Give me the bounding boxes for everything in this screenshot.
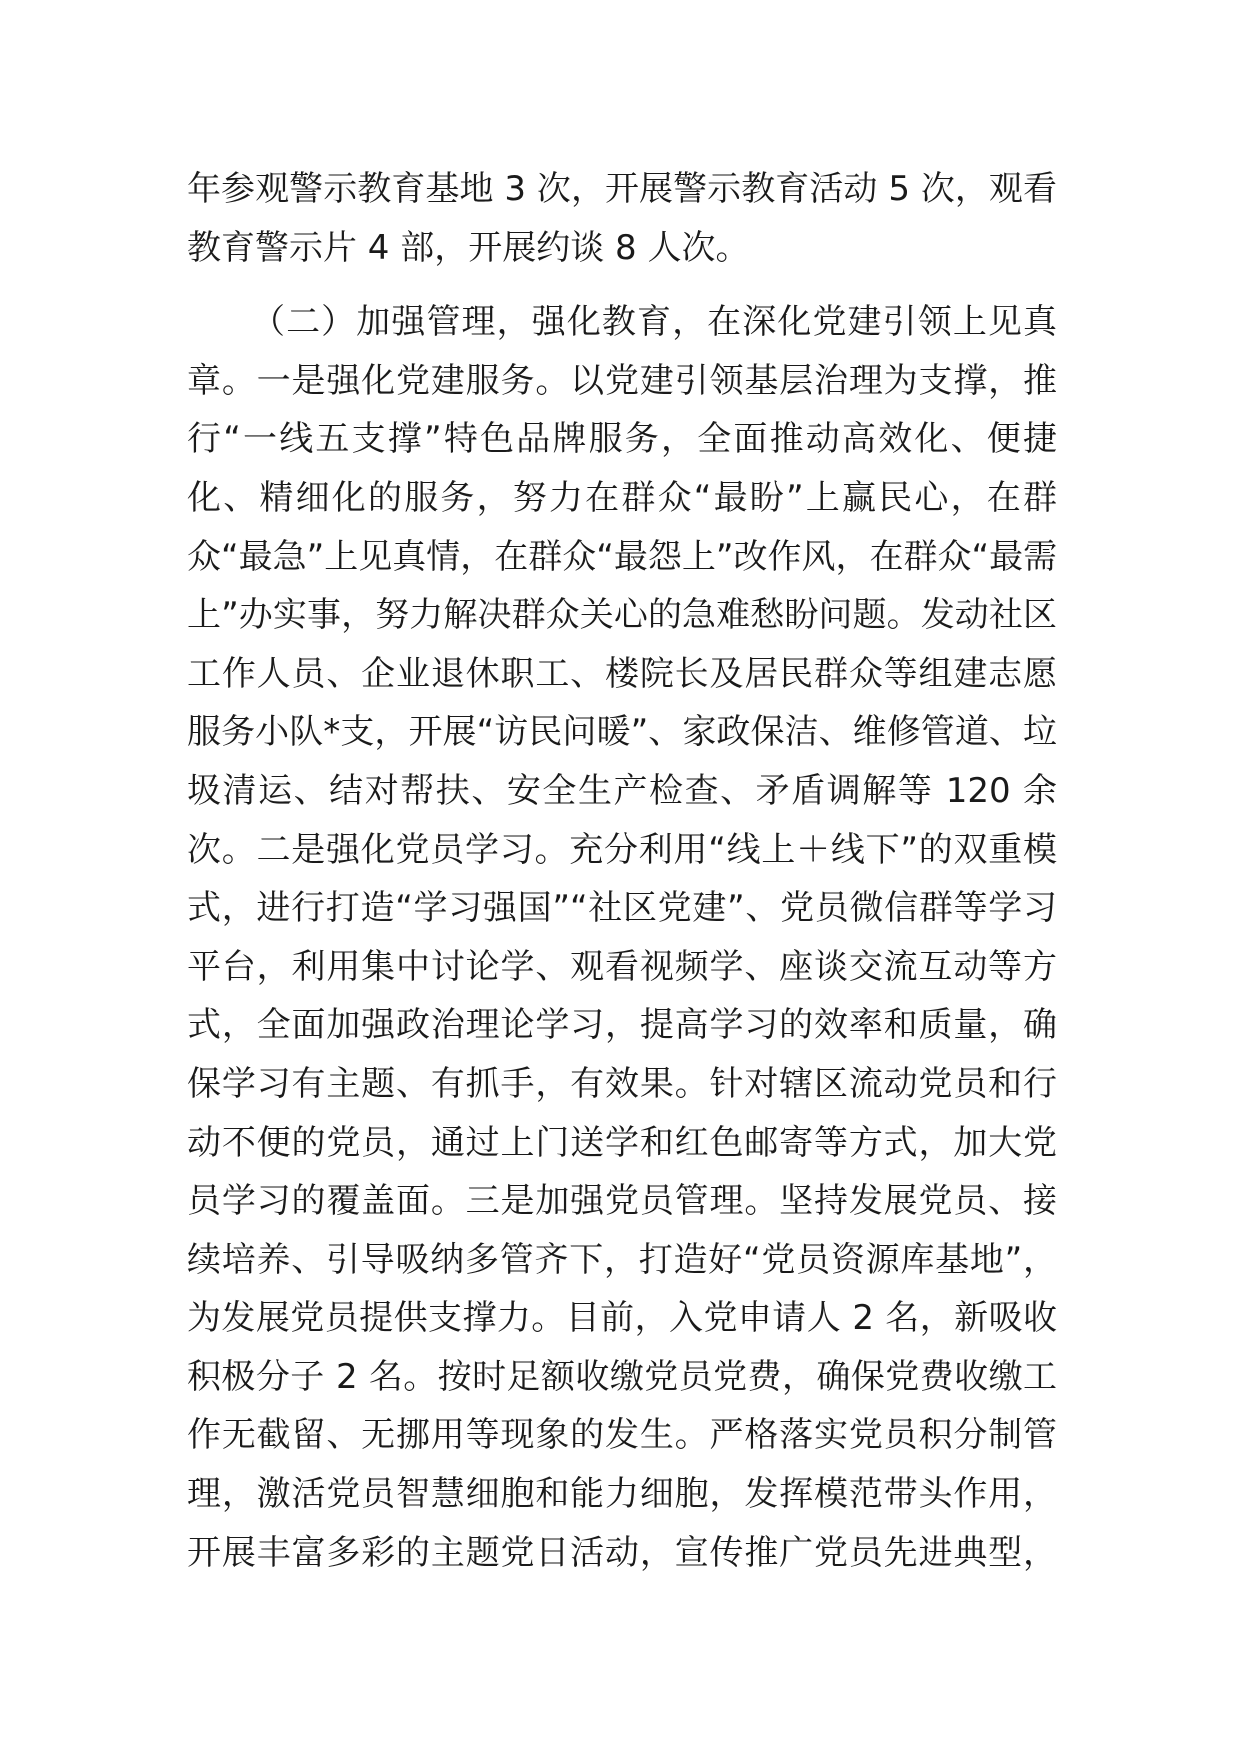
text-line: 动不便的党员，通过上门送学和红色邮寄等方式，加大党 [187,1122,1057,1163]
text-line: 为发展党员提供支撑力。目前，入党申请人 2 名，新吸收 [187,1298,1057,1339]
text-line: 工作人员、企业退休职工、楼院长及居民群众等组建志愿 [187,653,1057,694]
text-line: 续培养、引导吸纳多管齐下，打造好“党员资源库基地”， [187,1239,1057,1280]
text-line: 圾清运、结对帮扶、安全生产检查、矛盾调解等 120 余 [187,770,1057,811]
text-line: （二）加强管理，强化教育，在深化党建引领上见真 [251,302,1057,343]
text-line: 开展丰富多彩的主题党日活动，宣传推广党员先进典型， [187,1532,1057,1573]
text-line: 教育警示片 4 部，开展约谈 8 人次。 [187,227,750,268]
text-line: 化、精细化的服务，努力在群众“最盼”上赢民心，在群 [187,477,1057,518]
paragraph-1 [187,160,1057,277]
text-line: 平台，利用集中讨论学、观看视频学、座谈交流互动等方 [187,946,1057,987]
text-line: 服务小队*支，开展“访民问暖”、家政保洁、维修管道、垃 [187,712,1057,753]
paragraph-2 [187,293,1057,1582]
text-line: 理，激活党员智慧细胞和能力细胞，发挥模范带头作用， [187,1474,1057,1515]
text-line: 作无截留、无挪用等现象的发生。严格落实党员积分制管 [187,1415,1057,1456]
text-line: 员学习的覆盖面。三是加强党员管理。坚持发展党员、接 [187,1181,1057,1222]
text-line: 年参观警示教育基地 3 次，开展警示教育活动 5 次，观看 [187,169,1057,209]
text-line: 上”办实事，努力解决群众关心的急难愁盼问题。发动社区 [187,595,1057,636]
text-line: 次。二是强化党员学习。充分利用“线上＋线下”的双重模 [187,829,1057,870]
text-line: 式，进行打造“学习强国”“社区党建”、党员微信群等学习 [187,888,1057,929]
text-line: 积极分子 2 名。按时足额收缴党员党费，确保党费收缴工 [187,1356,1057,1397]
text-line: 众“最急”上见真情，在群众“最怨上”改作风，在群众“最需 [187,536,1057,577]
text-line: 章。一是强化党建服务。以党建引领基层治理为支撑，推 [187,360,1057,401]
text-line: 保学习有主题、有抓手，有效果。针对辖区流动党员和行 [187,1063,1057,1104]
paragraph-spacer [187,277,1057,293]
text-line: 式，全面加强政治理论学习，提高学习的效率和质量，确 [187,1005,1057,1046]
text-line: 行“一线五支撑”特色品牌服务，全面推动高效化、便捷 [187,419,1057,460]
document-body [187,160,1057,1582]
